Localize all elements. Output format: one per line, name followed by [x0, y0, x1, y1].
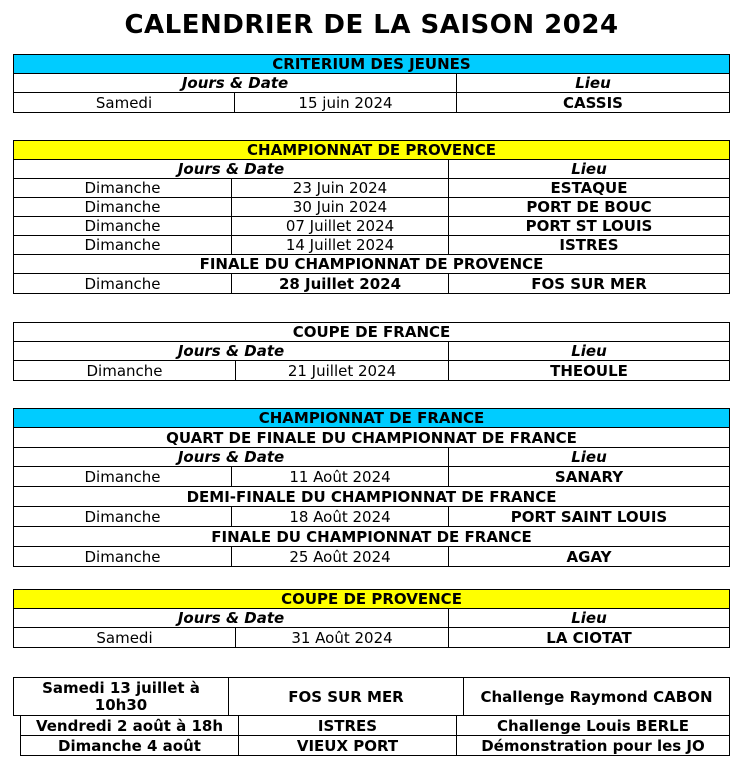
event-where: FOS SUR MER [229, 678, 464, 716]
date-cell: 23 Juin 2024 [232, 179, 449, 198]
day-cell: Dimanche [14, 547, 232, 567]
place-cell: FOS SUR MER [449, 274, 730, 294]
day-cell: Dimanche [14, 198, 232, 217]
day-cell: Samedi [14, 93, 235, 113]
event-where: VIEUX PORT [239, 736, 457, 756]
section-title: CHAMPIONNAT DE PROVENCE [14, 141, 730, 160]
date-cell: 28 Juillet 2024 [232, 274, 449, 294]
place-cell: THEOULE [449, 361, 730, 381]
event-what: Démonstration pour les JO [457, 736, 730, 756]
page-title: CALENDRIER DE LA SAISON 2024 [124, 10, 619, 40]
date-cell: 25 Août 2024 [232, 547, 449, 567]
event-when: Dimanche 4 août [21, 736, 239, 756]
header-lieu: Lieu [449, 160, 730, 179]
event-when: Vendredi 2 août à 18h [21, 716, 239, 736]
header-jours: Jours & Date [14, 342, 449, 361]
section-title: CHAMPIONNAT DE FRANCE [14, 409, 730, 428]
day-cell: Dimanche [14, 274, 232, 294]
header-lieu: Lieu [449, 342, 730, 361]
place-cell: CASSIS [457, 93, 730, 113]
place-cell: ESTAQUE [449, 179, 730, 198]
header-jours: Jours & Date [14, 160, 449, 179]
header-jours: Jours & Date [14, 74, 457, 93]
france-table [13, 408, 730, 567]
date-cell: 15 juin 2024 [235, 93, 457, 113]
events-table-2 [20, 715, 730, 756]
date-cell: 21 Juillet 2024 [236, 361, 449, 381]
day-cell: Samedi [14, 628, 236, 648]
quart-label: QUART DE FINALE DU CHAMPIONNAT DE FRANCE [14, 428, 730, 448]
provence-table [13, 140, 730, 294]
date-cell: 18 Août 2024 [232, 507, 449, 527]
demi-label: DEMI-FINALE DU CHAMPIONNAT DE FRANCE [14, 487, 730, 507]
place-cell: LA CIOTAT [449, 628, 730, 648]
place-cell: PORT ST LOUIS [449, 217, 730, 236]
day-cell: Dimanche [14, 361, 236, 381]
place-cell: AGAY [449, 547, 730, 567]
coupe-france-table [13, 322, 730, 381]
section-title: COUPE DE PROVENCE [14, 590, 730, 609]
place-cell: SANARY [449, 467, 730, 487]
header-jours: Jours & Date [14, 609, 449, 628]
coupe-provence-table [13, 589, 730, 648]
section-title: COUPE DE FRANCE [14, 323, 730, 342]
date-cell: 14 Juillet 2024 [232, 236, 449, 255]
header-lieu: Lieu [449, 609, 730, 628]
date-cell: 07 Juillet 2024 [232, 217, 449, 236]
day-cell: Dimanche [14, 467, 232, 487]
final-label: FINALE DU CHAMPIONNAT DE PROVENCE [14, 255, 730, 274]
date-cell: 30 Juin 2024 [232, 198, 449, 217]
header-lieu: Lieu [449, 448, 730, 467]
event-when: Samedi 13 juillet à 10h30 [14, 678, 229, 716]
events-table [13, 677, 730, 716]
criterium-table [13, 54, 730, 113]
section-title: CRITERIUM DES JEUNES [14, 55, 730, 74]
day-cell: Dimanche [14, 217, 232, 236]
header-jours: Jours & Date [14, 448, 449, 467]
date-cell: 31 Août 2024 [236, 628, 449, 648]
day-cell: Dimanche [14, 179, 232, 198]
header-lieu: Lieu [457, 74, 730, 93]
event-what: Challenge Raymond CABON [464, 678, 730, 716]
event-where: ISTRES [239, 716, 457, 736]
place-cell: PORT DE BOUC [449, 198, 730, 217]
date-cell: 11 Août 2024 [232, 467, 449, 487]
place-cell: ISTRES [449, 236, 730, 255]
place-cell: PORT SAINT LOUIS [449, 507, 730, 527]
day-cell: Dimanche [14, 236, 232, 255]
finale-label: FINALE DU CHAMPIONNAT DE FRANCE [14, 527, 730, 547]
event-what: Challenge Louis BERLE [457, 716, 730, 736]
day-cell: Dimanche [14, 507, 232, 527]
